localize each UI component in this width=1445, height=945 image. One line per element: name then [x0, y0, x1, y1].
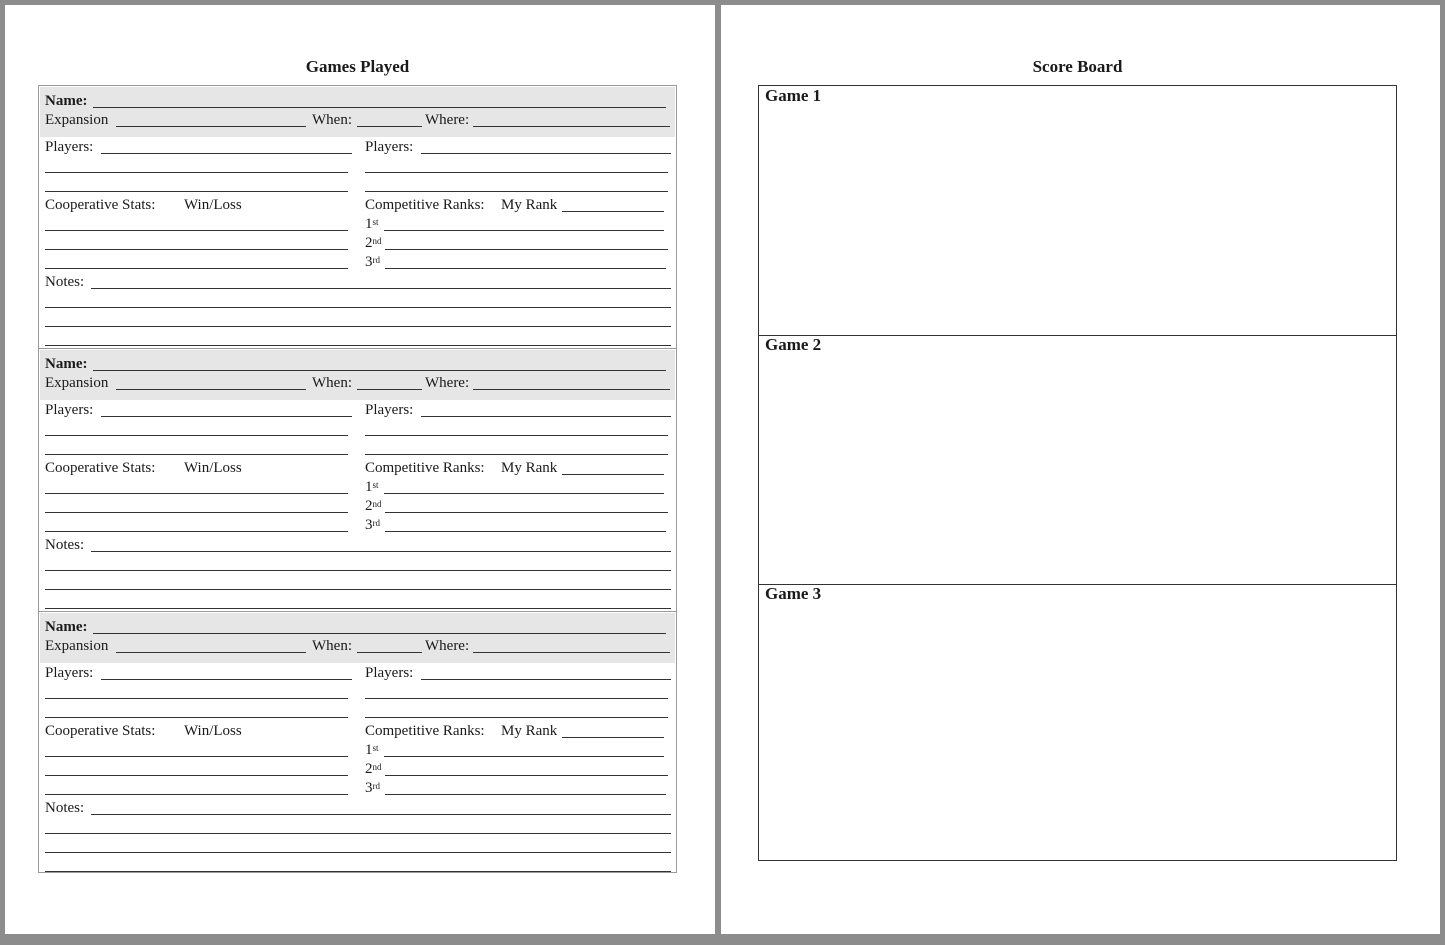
game-panel-title: Game 1 — [765, 86, 822, 105]
games-list — [38, 85, 677, 873]
notes-field[interactable] — [45, 345, 671, 346]
rank-1-label: 1st — [365, 742, 379, 758]
rank-3-field[interactable] — [385, 531, 666, 532]
rank-3-field[interactable] — [385, 268, 666, 269]
cooperative-stats-label: Cooperative Stats: — [45, 723, 156, 739]
cooperative-stats-field[interactable] — [45, 756, 348, 757]
name-field[interactable] — [93, 633, 666, 634]
notes-field[interactable] — [91, 288, 671, 289]
rank-2-field[interactable] — [385, 249, 668, 250]
game-panel-title: Game 3 — [765, 584, 822, 603]
where-label: Where: — [425, 638, 470, 654]
rank-2-field[interactable] — [385, 775, 668, 776]
notes-field[interactable] — [45, 608, 671, 609]
where-label: Where: — [425, 375, 470, 391]
competitive-ranks-label: Competitive Ranks: — [365, 197, 485, 213]
when-label: When: — [312, 112, 352, 128]
players-field[interactable] — [101, 679, 352, 680]
players-field[interactable] — [421, 416, 671, 417]
players-field[interactable] — [421, 679, 671, 680]
rank-2-label: 2nd — [365, 235, 382, 251]
rank-3-label: 3rd — [365, 780, 380, 796]
players-label: Players: — [45, 402, 94, 418]
rank-1-label: 1st — [365, 479, 379, 495]
players-field[interactable] — [45, 172, 348, 173]
expansion-label: Expansion — [45, 375, 109, 391]
game-record — [39, 86, 676, 348]
win-loss-label: Win/Loss — [184, 723, 242, 739]
players-field[interactable] — [45, 191, 348, 192]
game-record-header — [40, 87, 675, 137]
score-board — [758, 85, 1397, 861]
game-panel-separator — [759, 335, 1396, 336]
score-board-heading: Score Board — [1032, 57, 1123, 76]
win-loss-label: Win/Loss — [184, 197, 242, 213]
cooperative-stats-field[interactable] — [45, 493, 348, 494]
players-field[interactable] — [421, 153, 671, 154]
win-loss-label: Win/Loss — [184, 460, 242, 476]
games-played-heading: Games Played — [305, 57, 410, 76]
where-label: Where: — [425, 112, 470, 128]
competitive-ranks-label: Competitive Ranks: — [365, 723, 485, 739]
notes-field[interactable] — [45, 852, 671, 853]
players-field[interactable] — [101, 416, 352, 417]
notes-field[interactable] — [45, 307, 671, 308]
players-field[interactable] — [365, 172, 668, 173]
game-record-header — [40, 613, 675, 663]
players-field[interactable] — [45, 454, 348, 455]
notes-field[interactable] — [45, 326, 671, 327]
rank-2-field[interactable] — [385, 512, 668, 513]
cooperative-stats-field[interactable] — [45, 268, 348, 269]
notes-field[interactable] — [45, 570, 671, 571]
players-field[interactable] — [365, 191, 668, 192]
my-rank-label: My Rank — [501, 460, 558, 476]
my-rank-field[interactable] — [562, 737, 664, 738]
game-record-separator — [39, 611, 676, 612]
expansion-label: Expansion — [45, 112, 109, 128]
rank-1-label: 1st — [365, 216, 379, 232]
game-panel-separator — [759, 584, 1396, 585]
players-label: Players: — [45, 665, 94, 681]
game-record — [39, 612, 676, 874]
rank-3-label: 3rd — [365, 517, 380, 533]
cooperative-stats-field[interactable] — [45, 775, 348, 776]
competitive-ranks-label: Competitive Ranks: — [365, 460, 485, 476]
expansion-field[interactable] — [116, 652, 306, 653]
when-field[interactable] — [357, 652, 422, 653]
where-field[interactable] — [473, 126, 670, 127]
game-record-header — [40, 350, 675, 400]
notes-field[interactable] — [45, 871, 671, 872]
players-field[interactable] — [45, 698, 348, 699]
where-field[interactable] — [473, 389, 670, 390]
players-field[interactable] — [101, 153, 352, 154]
players-field[interactable] — [365, 435, 668, 436]
cooperative-stats-label: Cooperative Stats: — [45, 460, 156, 476]
where-field[interactable] — [473, 652, 670, 653]
my-rank-field[interactable] — [562, 474, 664, 475]
notes-label: Notes: — [45, 274, 85, 290]
expansion-field[interactable] — [116, 126, 306, 127]
players-label: Players: — [365, 139, 414, 155]
name-label: Name: — [45, 619, 88, 635]
expansion-label: Expansion — [45, 638, 109, 654]
my-rank-label: My Rank — [501, 197, 558, 213]
notes-field[interactable] — [91, 814, 671, 815]
my-rank-field[interactable] — [562, 211, 664, 212]
notes-field[interactable] — [45, 833, 671, 834]
game-record — [39, 349, 676, 611]
cooperative-stats-label: Cooperative Stats: — [45, 197, 156, 213]
game-score-panel[interactable] — [759, 335, 1396, 584]
name-field[interactable] — [93, 107, 666, 108]
cooperative-stats-field[interactable] — [45, 512, 348, 513]
name-label: Name: — [45, 356, 88, 372]
cooperative-stats-field[interactable] — [45, 531, 348, 532]
when-field[interactable] — [357, 126, 422, 127]
game-score-panel[interactable] — [759, 584, 1396, 860]
games-played-page — [5, 5, 715, 934]
rank-1-field[interactable] — [384, 756, 664, 757]
cooperative-stats-field[interactable] — [45, 794, 348, 795]
players-field[interactable] — [365, 698, 668, 699]
rank-1-field[interactable] — [384, 493, 664, 494]
name-label: Name: — [45, 93, 88, 109]
players-field[interactable] — [45, 435, 348, 436]
notes-label: Notes: — [45, 800, 85, 816]
players-field[interactable] — [365, 454, 668, 455]
game-record-separator — [39, 348, 676, 349]
rank-1-field[interactable] — [384, 230, 664, 231]
cooperative-stats-field[interactable] — [45, 230, 348, 231]
players-field[interactable] — [365, 717, 668, 718]
players-label: Players: — [365, 665, 414, 681]
score-board-page — [721, 5, 1440, 934]
notes-field[interactable] — [91, 551, 671, 552]
my-rank-label: My Rank — [501, 723, 558, 739]
players-field[interactable] — [45, 717, 348, 718]
players-label: Players: — [365, 402, 414, 418]
game-score-panel[interactable] — [759, 86, 1396, 335]
rank-2-label: 2nd — [365, 498, 382, 514]
game-panel-title: Game 2 — [765, 335, 822, 354]
cooperative-stats-field[interactable] — [45, 249, 348, 250]
rank-3-label: 3rd — [365, 254, 380, 270]
name-field[interactable] — [93, 370, 666, 371]
rank-2-label: 2nd — [365, 761, 382, 777]
when-label: When: — [312, 375, 352, 391]
when-field[interactable] — [357, 389, 422, 390]
notes-field[interactable] — [45, 589, 671, 590]
rank-3-field[interactable] — [385, 794, 666, 795]
expansion-field[interactable] — [116, 389, 306, 390]
players-label: Players: — [45, 139, 94, 155]
notes-label: Notes: — [45, 537, 85, 553]
when-label: When: — [312, 638, 352, 654]
